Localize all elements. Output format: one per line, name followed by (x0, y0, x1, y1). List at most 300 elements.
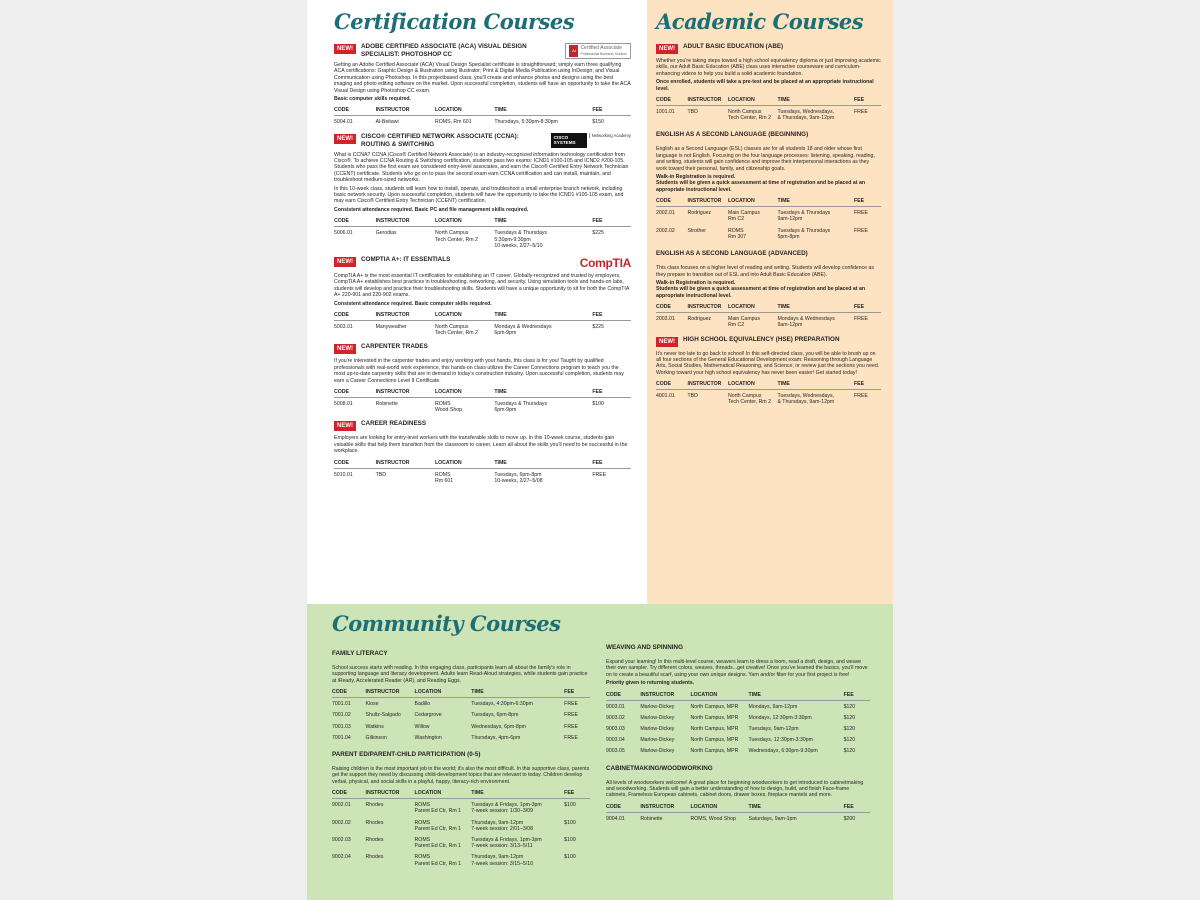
schedule-cell: North Campus, MPR (690, 714, 739, 721)
cert-course-2 (334, 133, 631, 251)
schedule-row (656, 390, 881, 408)
course-title: CISCO® CERTIFIED NETWORK ASSOCIATE (CCNA): ROUTING & SWITCHING (361, 132, 519, 148)
aca-logo-line-2: Professional Business Solution (580, 52, 627, 56)
schedule-row (334, 227, 631, 251)
schedule-cell: ROMS, Wood Shop (690, 815, 736, 822)
course-requirement: Once enrolled, students will take a pre-test and be placed at an appropriate instructional level. (656, 79, 874, 92)
course-requirement: Students will be given a quick assessment at time of registration and be placed at an appropriate instructional level. (656, 286, 865, 299)
column-header: TIME (749, 803, 844, 813)
description-paragraph: It's never too late to go back to school! In this self-directed class, you will be able to brush up on all four sections of the General Educational Development exam: Reasoning through Language Arts, Social Studies, Mathematical Reasoning, and Science; or review just the sections you need. Working toward your high school equivalency has never been easier! Get started today! (656, 350, 880, 376)
column-header: TIME (749, 691, 844, 701)
column-header: FEE (592, 217, 631, 227)
course-header (656, 250, 881, 262)
column-header: CODE (334, 388, 376, 398)
schedule-header-row (332, 688, 590, 698)
schedule-table (606, 803, 870, 824)
schedule-cell: ROMS Parent Ed Ctr, Rm 1 (414, 854, 461, 867)
schedule-cell: $150 (592, 119, 604, 126)
schedule-header-row (656, 303, 881, 313)
column-header: CODE (656, 96, 688, 106)
schedule-table (606, 691, 870, 757)
schedule-table (656, 380, 881, 407)
schedule-cell: Rodriguez (687, 316, 712, 323)
schedule-cell: Tuesdays, 6pm-8pm (471, 712, 519, 719)
new-badge: NEW! (334, 421, 356, 431)
schedule-row (332, 799, 590, 817)
column-header: TIME (471, 688, 564, 698)
schedule-row (332, 834, 590, 851)
schedule-cell: Rodriguez (687, 210, 712, 217)
column-header: CODE (656, 197, 688, 207)
schedule-row (606, 734, 870, 745)
column-header: TIME (471, 789, 564, 799)
column-header: LOCATION (435, 459, 494, 469)
schedule-row (332, 721, 590, 732)
schedule-table (334, 217, 631, 251)
column-header: FEE (592, 106, 631, 116)
schedule-row (606, 712, 870, 723)
column-header: TIME (778, 96, 855, 106)
schedule-table (334, 388, 631, 415)
schedule-cell: Tuesdays & Thursdays 6pm-9pm (494, 400, 548, 414)
schedule-cell: TBD (687, 393, 698, 400)
course-header (332, 650, 590, 662)
schedule-table (656, 303, 881, 330)
course-header (334, 256, 631, 270)
description-paragraph: English as a Second Language (ESL) classes are for all students 18 and older whose first language is not English. Focusing on the four language processes: listening, speaking, reading, and writing, students will gain confidence and improve their interpersonal interactions as they work toward their personal, family, and citizenship goals. (656, 146, 875, 172)
description-paragraph: School success starts with reading. In this engaging class, participants learn all about the family's role in supporting language and literacy development. Adults learn Read-Aloud strategies, while students gain practice at iReady, Accelerated Reader (AR), and Reading Eggs. (332, 665, 588, 684)
course-title: COMPTIA A+: IT ESSENTIALS (361, 255, 451, 263)
cisco-logo-mark: CISCO SYSTEMS (551, 133, 587, 148)
column-header: TIME (494, 106, 592, 116)
comm-course-2 (332, 751, 590, 869)
new-badge: NEW! (334, 134, 356, 144)
schedule-cell: North Campus, MPR (690, 748, 739, 755)
cert-course-5 (334, 420, 631, 486)
schedule-cell: $120 (843, 703, 856, 710)
schedule-cell: Al-Beitawi (375, 119, 399, 126)
schedule-cell: North Campus, MPR (690, 737, 739, 744)
column-header: CODE (606, 691, 640, 701)
column-header: INSTRUCTOR (376, 459, 435, 469)
column-header: LOCATION (415, 688, 472, 698)
certification-section (307, 0, 647, 604)
comm-course-1 (332, 650, 590, 743)
schedule-cell: FREE (564, 723, 579, 730)
schedule-cell: $120 (843, 748, 856, 755)
acad-course-1 (656, 43, 881, 123)
schedule-table (332, 789, 590, 869)
column-header: FEE (854, 96, 881, 106)
course-header (334, 133, 631, 149)
course-header (656, 43, 881, 55)
schedule-cell: 5008.01 (334, 400, 353, 407)
schedule-cell: $100 (564, 819, 576, 826)
schedule-cell: 5006.01 (334, 230, 353, 237)
schedule-row (656, 313, 881, 331)
column-header: INSTRUCTOR (640, 691, 690, 701)
column-header: LOCATION (435, 388, 494, 398)
course-header (334, 43, 631, 59)
schedule-cell: FREE (854, 109, 868, 116)
schedule-cell: Thursdays, 4pm-6pm (471, 734, 521, 741)
schedule-cell: Tuesdays & Fridays, 1pm-3pm 7-week session: 1/30–3/09 (471, 802, 542, 815)
schedule-cell: 9002.01 (332, 802, 351, 809)
schedule-cell: Strother (687, 227, 706, 234)
community-right-column (606, 636, 870, 829)
schedule-cell: 2002.01 (656, 210, 675, 217)
schedule-cell: 9002.04 (332, 854, 351, 861)
course-requirement: Walk-in Registration is required. (656, 174, 736, 181)
column-header: INSTRUCTOR (376, 217, 435, 227)
schedule-row (334, 397, 631, 415)
cert-course-4 (334, 343, 631, 415)
schedule-header-row (606, 691, 870, 701)
schedule-cell: 7001.01 (332, 701, 351, 708)
schedule-cell: ROMS Parent Ed Ctr, Rm 1 (414, 819, 461, 832)
schedule-cell: Tuesdays, 12:30pm-3:30pm (748, 737, 813, 744)
schedule-cell: 9002.02 (332, 819, 351, 826)
course-requirement: Priority given to returning students. (606, 680, 695, 687)
column-header: TIME (494, 217, 592, 227)
schedule-cell: $100 (564, 854, 576, 861)
schedule-cell: North Campus Tech Center, Rm 2 (728, 393, 771, 406)
schedule-cell: Marlow-Dickey (640, 726, 675, 733)
schedule-cell: Thursdays, 9am-12pm 7-week session: 2/01–3/08 (471, 819, 534, 832)
column-header: LOCATION (415, 789, 472, 799)
academic-title: Academic Courses (656, 9, 864, 34)
schedule-cell: Robinette (640, 815, 663, 822)
academic-section (647, 0, 893, 604)
schedule-header-row (332, 789, 590, 799)
schedule-table (656, 197, 881, 242)
column-header: INSTRUCTOR (376, 388, 435, 398)
schedule-cell: Tuesdays & Fridays, 1pm-3pm 7-week session: 3/13–5/11 (471, 837, 542, 850)
schedule-header-row (334, 217, 631, 227)
schedule-row (332, 709, 590, 720)
schedule-cell: ROMS Wood Shop (434, 400, 462, 414)
description-paragraph: All levels of woodworkers welcome! A great place for beginning woodworkers to get introduced to cabinetmaking and woodworking. Students will gain a better understanding of how to design, build, and finish Face-frame cabinets, Frameless European cabinets, cabinet doors, drawer boxes, fireplace mantels and more. (606, 779, 864, 799)
cisco-networking-academy-logo (551, 133, 631, 148)
description-paragraph: If you're interested in the carpenter trades and enjoy working with your hands, this class is for you! Taught by qualified professionals with real-world work experience, this hands-on class utilizes the Career Connections program to teach you the most up-to-date carpentry skills that are in demand in today's construction industry. Upon successful completion, students may earn a Career Connections Level II Certificate. (334, 358, 624, 384)
schedule-cell: Saturdays, 9am-1pm (748, 815, 797, 822)
course-header (656, 336, 881, 348)
column-header: FEE (592, 459, 631, 469)
column-header: TIME (778, 197, 855, 207)
new-badge: NEW! (334, 344, 356, 354)
acad-course-3 (656, 250, 881, 330)
course-description (334, 62, 631, 102)
new-badge: NEW! (656, 337, 678, 347)
schedule-cell: Rhodes (365, 837, 384, 844)
schedule-cell: $100 (564, 837, 576, 844)
column-header: CODE (332, 789, 366, 799)
course-description (656, 351, 881, 377)
schedule-row (332, 732, 590, 743)
schedule-cell: Mondays & Wednesdays 6pm-9pm (494, 323, 552, 337)
schedule-cell: FREE (854, 316, 868, 323)
schedule-cell: ROMS Parent Ed Ctr, Rm 1 (414, 837, 461, 850)
networking-academy-text: Networking Academy (589, 133, 631, 138)
schedule-cell: FREE (564, 712, 579, 719)
schedule-table (334, 459, 631, 486)
course-description (332, 665, 590, 684)
description-paragraph: What is CCNA? CCNA (Cisco® Certified Network Associate) is an industry-recognized information technology certification from Cisco®. To achieve CCNA Routing & Switching certification, students pass two exams: ICND1 #100-105 and ICND2 #200-105. Students who pass the first exam are considered entry-level associates, and earn the Cisco® Certified Entry Network Technician (CCENT) certificate. Students who go on to pass the second exam earn CCNA certification and can install, maintain, and troubleshoot medium-sized networks. (334, 151, 629, 184)
course-header (606, 765, 870, 777)
cert-course-3 (334, 256, 631, 338)
schedule-cell: Marlow-Dickey (640, 748, 675, 755)
schedule-cell: Marlow-Dickey (640, 737, 675, 744)
schedule-cell: TBD (375, 471, 386, 478)
schedule-cell: 9002.03 (332, 837, 351, 844)
course-description (334, 358, 631, 384)
course-title: ADULT BASIC EDUCATION (ABE) (683, 43, 784, 50)
schedule-cell: ROMS Parent Ed Ctr, Rm 1 (414, 802, 461, 815)
description-paragraph: Employers are looking for entry-level workers with the transferable skills to move up. In this 10-week course, students gain valuable skills that help them transition from the classroom to career. Learn all about the skills you'll need to be successful in the workplace. (334, 435, 628, 455)
schedule-cell: $120 (843, 726, 856, 733)
new-badge: NEW! (656, 44, 678, 54)
schedule-cell: Mondays, 12:30pm-3:30pm (748, 714, 812, 721)
schedule-cell: Wednesdays, 6:30pm-9:30pm (748, 748, 818, 755)
schedule-cell: North Campus, MPR (690, 703, 739, 710)
column-header: INSTRUCTOR (366, 688, 415, 698)
column-header: TIME (494, 388, 592, 398)
schedule-row (334, 320, 631, 338)
column-header: INSTRUCTOR (688, 197, 729, 207)
schedule-cell: FREE (592, 471, 607, 478)
column-header: TIME (494, 459, 592, 469)
column-header: INSTRUCTOR (688, 380, 729, 390)
schedule-cell: Rhodes (365, 854, 384, 861)
course-title: PARENT ED/PARENT-CHILD PARTICIPATION (0-5) (332, 751, 481, 759)
column-header: FEE (854, 197, 881, 207)
column-header: FEE (592, 311, 631, 321)
new-badge: NEW! (334, 44, 356, 54)
column-header: INSTRUCTOR (376, 106, 435, 116)
schedule-row (606, 812, 870, 824)
schedule-cell: $200 (843, 815, 856, 822)
schedule-header-row (334, 311, 631, 321)
course-header (334, 420, 631, 432)
certification-course-list (334, 43, 631, 486)
schedule-cell: Main Campus Rm C2 (728, 210, 761, 223)
description-paragraph: Expand your learning! In this multi-level course, weavers learn to dress a loom, read a draft, design, and weave their own sampler. Try different colors, weaves, threads...get creative! Once you've learned the basics, you'll move on to create a beautiful scarf, using your own unique designs. Yarn and/or fiber for your first project is free! (606, 659, 868, 678)
course-header (334, 343, 631, 355)
schedule-header-row (606, 803, 870, 813)
community-right-list (606, 644, 870, 824)
schedule-table (656, 96, 881, 123)
column-header: LOCATION (728, 96, 778, 106)
column-header: CODE (334, 106, 376, 116)
schedule-header-row (334, 106, 631, 116)
schedule-cell: Klose (365, 701, 379, 708)
column-header: LOCATION (690, 803, 748, 813)
schedule-cell: Tuesdays & Thursdays 5pm-8pm (777, 227, 831, 240)
schedule-cell: TBD (687, 109, 698, 116)
description-paragraph: Raising children is the most important job in the world; it's also the most difficult. In this supportive class, parents get the support they need by discussing child-development topics that are relevant to today. Children develop verbal, physical, and social skills in a playful, happy, literacy-rich environment. (332, 766, 590, 785)
schedule-cell: Manyweather (375, 323, 407, 330)
description-paragraph: Getting an Adobe Certified Associate (ACA) Visual Design Specialist certificate is straightforward; simply earn three qualifying ACA certifications: Graphic Design & Illustration using Illustrator; Print & Digital Media Publication using InDesign; and Visual Communication using Photoshop. In this projectbased class, you'll create and enhance photos and designs using the best imaging and photo editing software on the market. Upon successful completion, students will have an opportunity to take the ACA Visual Design using Photoshop CC exam. (334, 62, 631, 94)
schedule-row (606, 745, 870, 756)
schedule-cell: 4001.01 (656, 393, 675, 400)
course-requirement: Consistent attendance required. Basic PC and file management skills required. (334, 206, 529, 213)
course-title: HIGH SCHOOL EQUIVALENCY (HSE) PREPARATION (683, 335, 840, 343)
schedule-cell: Shultz-Salgado (365, 712, 401, 719)
course-description (606, 780, 870, 799)
column-header: CODE (656, 380, 688, 390)
schedule-cell: Marlow-Dickey (640, 714, 675, 721)
column-header: LOCATION (435, 311, 494, 321)
schedule-cell: $100 (592, 400, 604, 407)
description-paragraph: In this 10-week class, students will learn how to install, operate, and troubleshoot a small enterprise branch network, including basic network security. Upon successful completion, students will have the opportunity to take the ICND1 #100-105 exam, and may earn Cisco® Certified Entry Technician (CCENT) certification. (334, 185, 624, 205)
schedule-cell: 9003.01 (606, 703, 625, 710)
acad-course-4 (656, 336, 881, 408)
course-title: ENGLISH AS A SECOND LANGUAGE (ADVANCED) (656, 250, 808, 258)
schedule-table (332, 688, 590, 743)
column-header: TIME (494, 311, 592, 321)
schedule-cell: Badillo (414, 701, 431, 708)
schedule-cell: 9003.04 (606, 737, 625, 744)
schedule-cell: Wednesdays, 6pm-8pm (471, 723, 526, 730)
column-header: INSTRUCTOR (366, 789, 415, 799)
schedule-row (332, 698, 590, 710)
schedule-cell: Mondays, 9am-12pm (748, 703, 798, 710)
schedule-cell: 9003.05 (606, 748, 625, 755)
column-header: LOCATION (435, 217, 494, 227)
description-paragraph: CompTIA A+ is the most essential IT certification for establishing an IT career. Globally-recognized and trusted by employers, CompTIA A+ establishes best practices in troubleshooting, networking, and security. Using simulation tools and hands-on labs, students will develop and practice their troubleshooting skills. Students will have a unique opportunity to sit for both the CompTIA A+ 220-901 and 220-902 exams. (334, 272, 629, 299)
column-header: LOCATION (728, 380, 778, 390)
schedule-cell: Tuesdays, Wednesdays, & Thursdays, 9am-12pm (777, 393, 835, 406)
schedule-cell: FREE (564, 734, 579, 741)
community-left-column (332, 608, 590, 874)
schedule-cell: $225 (592, 230, 604, 237)
schedule-header-row (334, 388, 631, 398)
schedule-cell: 1001.01 (656, 109, 675, 116)
schedule-cell: FREE (854, 393, 868, 400)
community-section (307, 604, 893, 900)
schedule-cell: Tuesdays, 4:30pm-6:30pm (471, 701, 533, 708)
schedule-cell: Tuesdays, Wednesdays, & Thursdays, 9am-12pm (777, 109, 835, 122)
course-header (606, 644, 870, 656)
schedule-row (606, 700, 870, 712)
course-requirement: Basic computer skills required. (334, 96, 411, 103)
schedule-cell: North Campus Tech Center, Rm 2 (728, 109, 771, 122)
schedule-cell: FREE (854, 227, 868, 234)
schedule-cell: 7001.04 (332, 734, 351, 741)
column-header: INSTRUCTOR (688, 96, 729, 106)
schedule-cell: Tuesdays & Thursdays 9am-12pm (777, 210, 831, 223)
schedule-row (334, 468, 631, 486)
cert-course-1 (334, 43, 631, 128)
course-title: FAMILY LITERACY (332, 650, 388, 657)
schedule-cell: FREE (564, 701, 579, 708)
aca-logo-line-1: Certified Associate (580, 45, 622, 51)
course-description (332, 766, 590, 785)
course-header (332, 751, 590, 763)
community-left-list (332, 650, 590, 869)
column-header: FEE (564, 688, 590, 698)
course-description (334, 435, 631, 454)
schedule-cell: Rhodes (365, 819, 384, 826)
schedule-table (334, 311, 631, 338)
course-title: CAREER READINESS (361, 420, 427, 428)
schedule-cell: ROMS Rm 307 (728, 227, 747, 240)
course-title: CARPENTER TRADES (361, 343, 428, 351)
aca-logo-text (580, 45, 627, 57)
schedule-cell: Willow (414, 723, 430, 730)
column-header: CODE (334, 459, 376, 469)
adobe-icon: Ai (569, 45, 578, 57)
description-paragraph: This class focuses on a higher level of reading and writing. Students will develop confidence as they prepare to transition out of ESL and into Adult Basic Education (ABE). (656, 265, 874, 278)
column-header: TIME (778, 380, 855, 390)
schedule-cell: Tuesdays, 9am-12pm (748, 726, 799, 733)
course-description (656, 265, 881, 299)
schedule-row (332, 817, 590, 834)
schedule-cell: Gilkinson (365, 734, 387, 741)
schedule-cell: Cedargrove (414, 712, 442, 719)
academic-course-list (656, 43, 881, 408)
schedule-row (334, 116, 631, 128)
schedule-header-row (334, 459, 631, 469)
schedule-cell: $120 (843, 737, 856, 744)
schedule-cell: ROMS, Rm 601 (434, 119, 472, 126)
schedule-row (332, 851, 590, 868)
course-header (656, 131, 881, 143)
schedule-header-row (656, 197, 881, 207)
course-requirement: Walk-in Registration is required. (656, 279, 736, 286)
schedule-cell: 7001.03 (332, 723, 351, 730)
schedule-cell: Watkins (365, 723, 384, 730)
schedule-cell: 5010.01 (334, 471, 353, 478)
course-description (334, 152, 631, 214)
schedule-cell: 2002.02 (656, 227, 675, 234)
column-header: CODE (332, 688, 366, 698)
column-header: FEE (592, 388, 631, 398)
schedule-cell: Gerodias (375, 230, 397, 237)
schedule-cell: ROMS Rm 601 (434, 471, 454, 484)
schedule-header-row (656, 96, 881, 106)
column-header: FEE (854, 303, 881, 313)
schedule-cell: Rhodes (365, 802, 384, 809)
comm-course-1 (606, 644, 870, 757)
schedule-cell: 7001.02 (332, 712, 351, 719)
schedule-cell: $100 (564, 802, 576, 809)
schedule-cell: 9004.01 (606, 815, 625, 822)
column-header: LOCATION (728, 197, 778, 207)
course-description (606, 659, 870, 687)
column-header: FEE (844, 803, 870, 813)
schedule-cell: 9003.03 (606, 726, 625, 733)
course-title: ADOBE CERTIFIED ASSOCIATE (ACA) VISUAL DESIGN SPECIALIST: PHOTOSHOP CC (361, 43, 527, 58)
acad-course-2 (656, 131, 881, 242)
schedule-cell: Thursdays, 9am-12pm 7-week session: 3/15–5/10 (471, 854, 534, 867)
column-header: INSTRUCTOR (640, 803, 690, 813)
column-header: INSTRUCTOR (688, 303, 729, 313)
schedule-row (656, 225, 881, 242)
schedule-cell: North Campus Tech Center, Rm 2 (434, 323, 478, 337)
schedule-row (606, 723, 870, 734)
schedule-cell: Tuesdays, 6pm-8pm 10-weeks, 2/27–5/08 (494, 471, 543, 484)
schedule-row (656, 106, 881, 124)
schedule-cell: Mondays & Wednesdays 9am-12pm (777, 316, 835, 329)
comm-course-2 (606, 765, 870, 824)
schedule-cell: FREE (854, 210, 868, 217)
community-title: Community Courses (332, 611, 561, 636)
course-description (334, 273, 631, 307)
schedule-cell: Marlow-Dickey (640, 703, 675, 710)
column-header: FEE (564, 789, 590, 799)
schedule-cell: 2003.01 (656, 316, 675, 323)
